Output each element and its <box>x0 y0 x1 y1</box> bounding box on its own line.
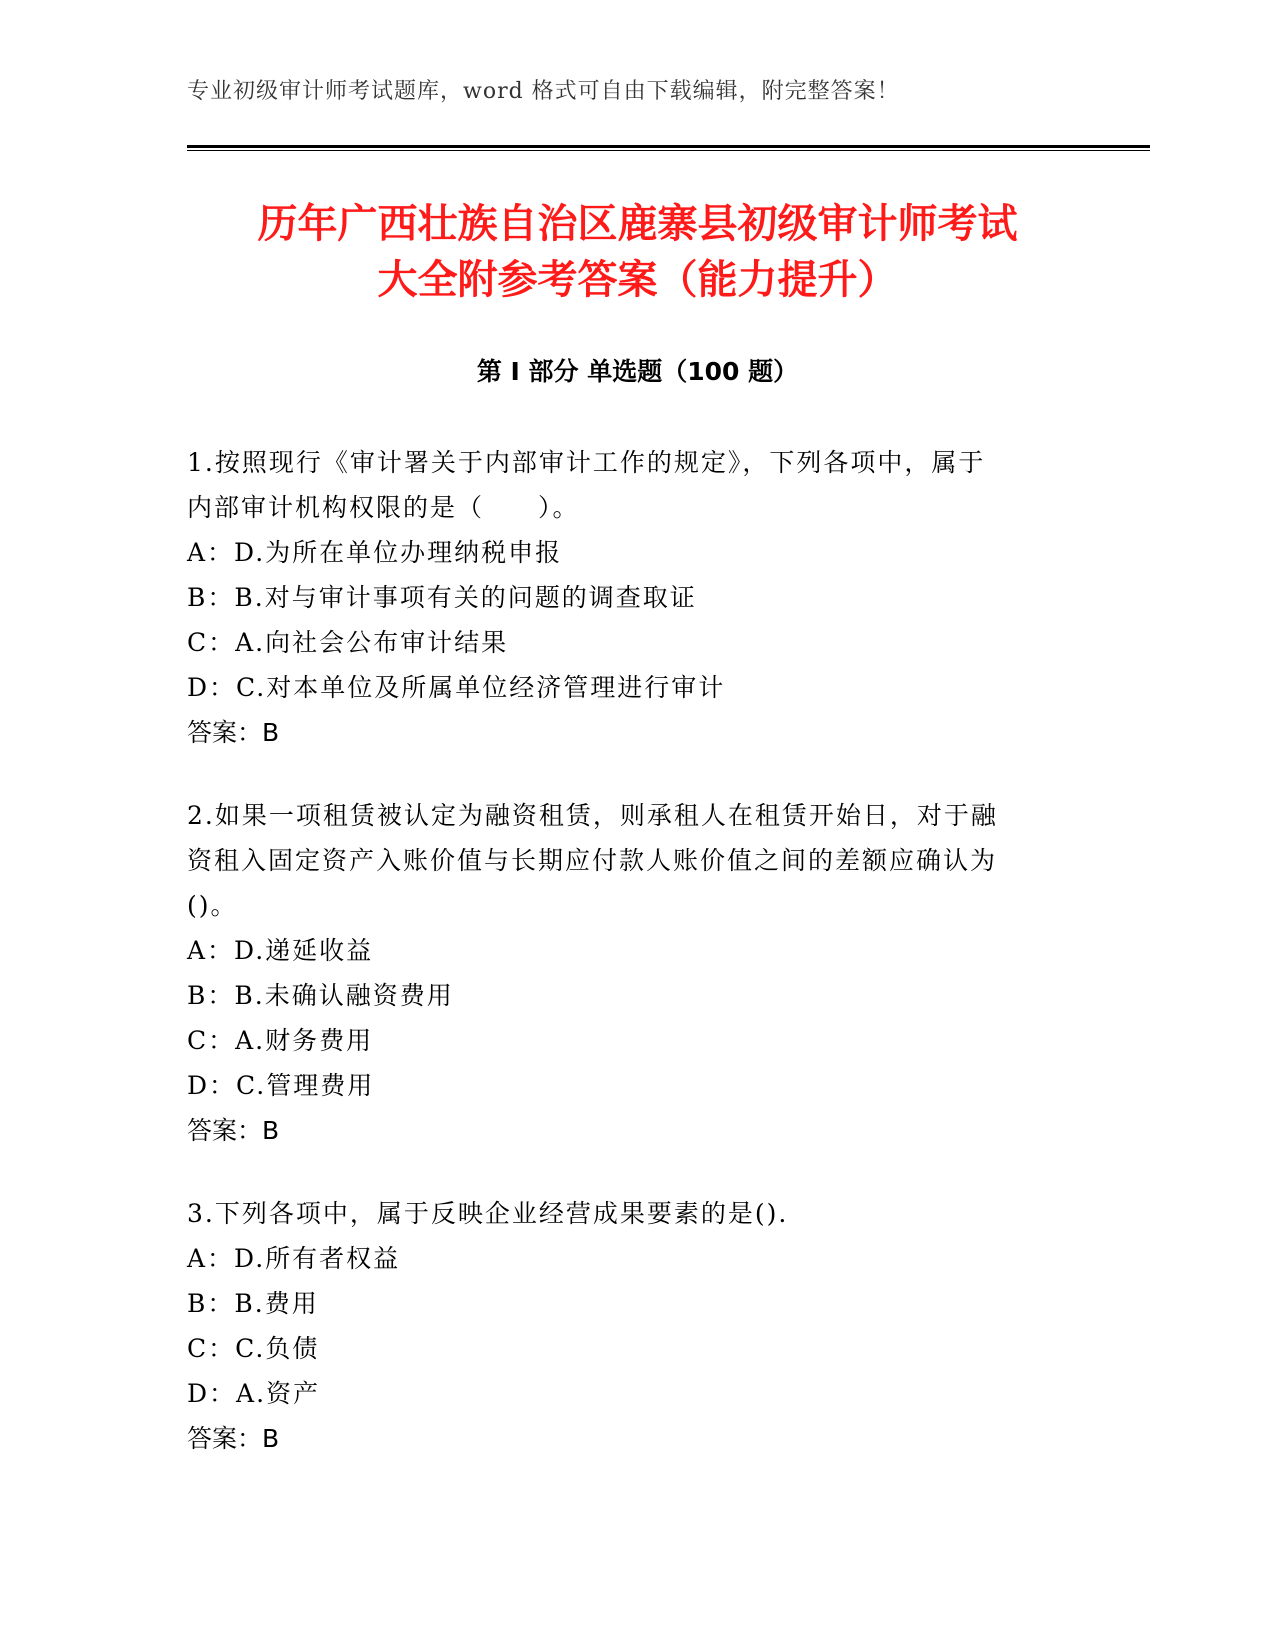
question-3 <box>187 1191 1067 1461</box>
question-list <box>187 440 1067 1499</box>
option-a: A：D.递延收益 <box>187 936 374 965</box>
option-d: D：C.管理费用 <box>187 1071 375 1100</box>
answer: 答案：B <box>187 1116 280 1145</box>
question-stem-line: 1.按照现行《审计署关于内部审计工作的规定》，下列各项中，属于 <box>187 448 986 477</box>
option-c: C：A.向社会公布审计结果 <box>187 628 509 657</box>
header-rule-thin <box>187 150 1150 151</box>
option-b: B：B.对与审计事项有关的问题的调查取证 <box>187 583 697 612</box>
answer: 答案：B <box>187 718 280 747</box>
option-d: D：C.对本单位及所属单位经济管理进行审计 <box>187 673 726 702</box>
header-rule-thick <box>187 145 1150 148</box>
option-c: C：C.负债 <box>187 1334 320 1363</box>
option-b: B：B.费用 <box>187 1289 319 1318</box>
option-b: B：B.未确认融资费用 <box>187 981 454 1010</box>
title-line-1: 历年广西壮族自治区鹿寨县初级审计师考试 <box>257 201 1018 247</box>
option-a: A：D.所有者权益 <box>187 1244 401 1273</box>
option-a: A：D.为所在单位办理纳税申报 <box>187 538 563 567</box>
title-line-2: 大全附参考答案（能力提升） <box>377 257 898 303</box>
section-heading: 第 I 部分 单选题（100 题） <box>476 357 799 386</box>
question-1 <box>187 440 1067 755</box>
question-stem-line: 资租入固定资产入账价值与长期应付款人账价值之间的差额应确认为 <box>187 846 998 875</box>
answer: 答案：B <box>187 1424 280 1453</box>
question-stem-line: ()。 <box>187 891 238 920</box>
option-c: C：A.财务费用 <box>187 1026 374 1055</box>
option-d: D：A.资产 <box>187 1379 321 1408</box>
question-stem-line: 3.下列各项中，属于反映企业经营成果要素的是(). <box>187 1199 789 1228</box>
question-stem-line: 内部审计机构权限的是（ ）。 <box>187 493 580 522</box>
question-stem-line: 2.如果一项租赁被认定为融资租赁，则承租人在租赁开始日，对于融 <box>187 801 998 830</box>
document-title <box>160 196 1115 308</box>
header-note: 专业初级审计师考试题库，word 格式可自由下载编辑，附完整答案！ <box>187 79 900 104</box>
question-2 <box>187 793 1067 1153</box>
